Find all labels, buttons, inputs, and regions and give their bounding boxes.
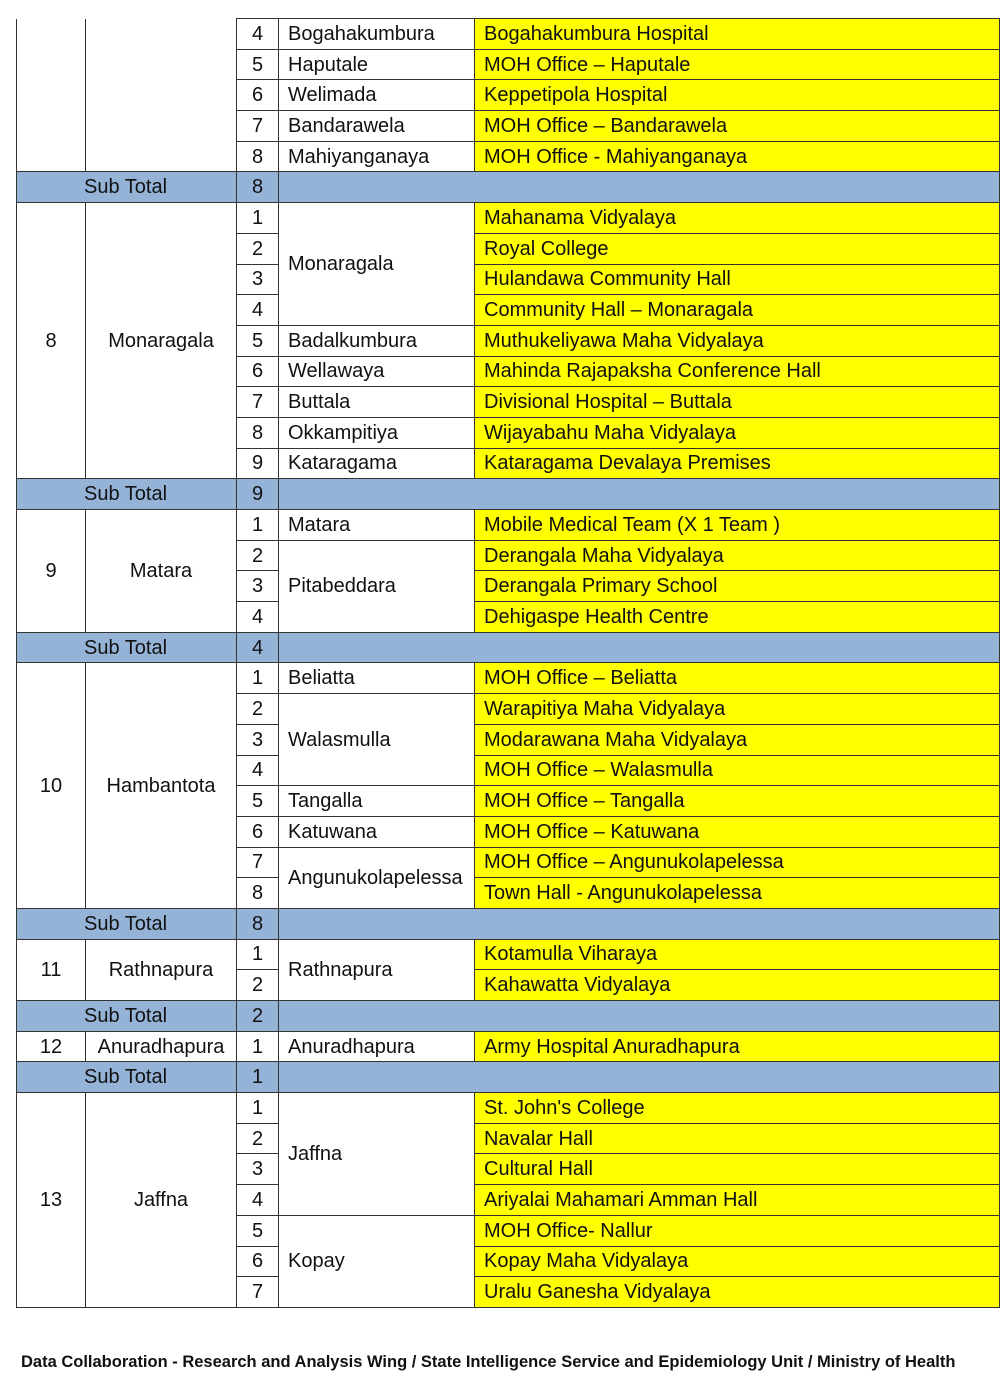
vaccination-location: Navalar Hall [475, 1123, 1000, 1154]
footer-credit: Data Collaboration - Research and Analysis Wing / State Intelligence Service and Epidemiology Unit / Ministry of Health [21, 1353, 956, 1371]
subtotal-row [17, 1062, 1000, 1093]
moh-area: Walasmulla [279, 694, 475, 786]
moh-area: Pitabeddara [279, 540, 475, 632]
vaccination-location: Kataragama Devalaya Premises [475, 448, 1000, 479]
moh-area: Bandarawela [279, 111, 475, 142]
vaccination-location: Ariyalai Mahamari Amman Hall [475, 1185, 1000, 1216]
table-row [17, 19, 1000, 50]
subtotal-value: 4 [237, 632, 279, 663]
vaccination-location: Bogahakumbura Hospital [475, 19, 1000, 50]
row-number: 4 [237, 755, 279, 786]
moh-area: Mahiyanganaya [279, 141, 475, 172]
moh-area: Angunukolapelessa [279, 847, 475, 908]
vaccination-location: Derangala Primary School [475, 571, 1000, 602]
vaccination-location: Divisional Hospital – Buttala [475, 387, 1000, 418]
vaccination-location: Hulandawa Community Hall [475, 264, 1000, 295]
district-number: 8 [17, 203, 86, 479]
subtotal-blank [279, 908, 1000, 939]
row-number: 3 [237, 724, 279, 755]
vaccination-location: Kotamulla Viharaya [475, 939, 1000, 970]
row-number: 4 [237, 295, 279, 326]
moh-area: Beliatta [279, 663, 475, 694]
moh-area: Jaffna [279, 1093, 475, 1216]
subtotal-label: Sub Total [17, 479, 237, 510]
vaccination-location: MOH Office – Angunukolapelessa [475, 847, 1000, 878]
subtotal-value: 8 [237, 172, 279, 203]
row-number: 8 [237, 141, 279, 172]
subtotal-value: 1 [237, 1062, 279, 1093]
district-number: 13 [17, 1093, 86, 1308]
moh-area: Wellawaya [279, 356, 475, 387]
row-number: 5 [237, 49, 279, 80]
vaccination-location: MOH Office - Mahiyanganaya [475, 141, 1000, 172]
row-number: 7 [237, 1277, 279, 1308]
vaccination-location: Dehigaspe Health Centre [475, 602, 1000, 633]
vaccination-location: Muthukeliyawa Maha Vidyalaya [475, 325, 1000, 356]
vaccination-location: Town Hall - Angunukolapelessa [475, 878, 1000, 909]
vaccination-location: MOH Office – Bandarawela [475, 111, 1000, 142]
row-number: 6 [237, 816, 279, 847]
vaccination-location: MOH Office- Nallur [475, 1215, 1000, 1246]
row-number: 7 [237, 847, 279, 878]
subtotal-blank [279, 172, 1000, 203]
row-number: 2 [237, 970, 279, 1001]
row-number: 6 [237, 356, 279, 387]
row-number: 1 [237, 663, 279, 694]
vaccination-location: Cultural Hall [475, 1154, 1000, 1185]
vaccination-location: MOH Office – Katuwana [475, 816, 1000, 847]
district-name: Jaffna [86, 1093, 237, 1308]
vaccination-location: Mobile Medical Team (X 1 Team ) [475, 510, 1000, 541]
moh-area: Buttala [279, 387, 475, 418]
row-number: 3 [237, 264, 279, 295]
row-number: 8 [237, 417, 279, 448]
table-row [17, 1031, 1000, 1062]
vaccination-location: Army Hospital Anuradhapura [475, 1031, 1000, 1062]
row-number: 3 [237, 571, 279, 602]
table-row [17, 203, 1000, 234]
vaccination-location: MOH Office – Haputale [475, 49, 1000, 80]
district-name: Anuradhapura [86, 1031, 237, 1062]
moh-area: Welimada [279, 80, 475, 111]
moh-area: Matara [279, 510, 475, 541]
row-number: 6 [237, 1246, 279, 1277]
district-name: Monaragala [86, 203, 237, 479]
row-number: 7 [237, 111, 279, 142]
moh-area: Bogahakumbura [279, 19, 475, 50]
vaccination-location: MOH Office – Tangalla [475, 786, 1000, 817]
subtotal-label: Sub Total [17, 172, 237, 203]
vaccination-location: Community Hall – Monaragala [475, 295, 1000, 326]
table-body [17, 19, 1000, 1308]
district-name: Hambantota [86, 663, 237, 909]
moh-area: Tangalla [279, 786, 475, 817]
subtotal-blank [279, 1062, 1000, 1093]
subtotal-row [17, 632, 1000, 663]
row-number: 3 [237, 1154, 279, 1185]
subtotal-blank [279, 632, 1000, 663]
row-number: 6 [237, 80, 279, 111]
vaccination-location: Warapitiya Maha Vidyalaya [475, 694, 1000, 725]
district-number [17, 19, 86, 172]
row-number: 9 [237, 448, 279, 479]
subtotal-row [17, 908, 1000, 939]
moh-area: Badalkumbura [279, 325, 475, 356]
row-number: 1 [237, 1031, 279, 1062]
vaccination-location: Mahanama Vidyalaya [475, 203, 1000, 234]
district-name: Rathnapura [86, 939, 237, 1000]
district-number: 10 [17, 663, 86, 909]
district-number: 11 [17, 939, 86, 1000]
row-number: 2 [237, 1123, 279, 1154]
district-number: 12 [17, 1031, 86, 1062]
subtotal-label: Sub Total [17, 1001, 237, 1032]
table-row [17, 663, 1000, 694]
vaccination-location: Derangala Maha Vidyalaya [475, 540, 1000, 571]
subtotal-row [17, 479, 1000, 510]
row-number: 4 [237, 1185, 279, 1216]
subtotal-value: 9 [237, 479, 279, 510]
vaccination-location: Uralu Ganesha Vidyalaya [475, 1277, 1000, 1308]
moh-area: Rathnapura [279, 939, 475, 1000]
vaccination-location: MOH Office – Walasmulla [475, 755, 1000, 786]
row-number: 8 [237, 878, 279, 909]
vaccination-location: Wijayabahu Maha Vidyalaya [475, 417, 1000, 448]
vaccination-location: St. John's College [475, 1093, 1000, 1124]
subtotal-value: 2 [237, 1001, 279, 1032]
row-number: 1 [237, 939, 279, 970]
moh-area: Kataragama [279, 448, 475, 479]
row-number: 1 [237, 510, 279, 541]
subtotal-blank [279, 479, 1000, 510]
district-name [86, 19, 237, 172]
row-number: 1 [237, 203, 279, 234]
moh-area: Kopay [279, 1215, 475, 1307]
subtotal-label: Sub Total [17, 908, 237, 939]
table-row [17, 1093, 1000, 1124]
vaccination-location: Modarawana Maha Vidyalaya [475, 724, 1000, 755]
vaccination-location: Royal College [475, 233, 1000, 264]
moh-area: Monaragala [279, 203, 475, 326]
row-number: 4 [237, 602, 279, 633]
vaccination-location: Kahawatta Vidyalaya [475, 970, 1000, 1001]
subtotal-row [17, 1001, 1000, 1032]
row-number: 1 [237, 1093, 279, 1124]
subtotal-row [17, 172, 1000, 203]
row-number: 7 [237, 387, 279, 418]
moh-area: Haputale [279, 49, 475, 80]
row-number: 5 [237, 325, 279, 356]
subtotal-blank [279, 1001, 1000, 1032]
vaccination-location: MOH Office – Beliatta [475, 663, 1000, 694]
vaccination-location: Keppetipola Hospital [475, 80, 1000, 111]
row-number: 2 [237, 694, 279, 725]
row-number: 5 [237, 786, 279, 817]
subtotal-value: 8 [237, 908, 279, 939]
row-number: 4 [237, 19, 279, 50]
vaccination-location: Kopay Maha Vidyalaya [475, 1246, 1000, 1277]
table-row [17, 510, 1000, 541]
subtotal-label: Sub Total [17, 632, 237, 663]
row-number: 2 [237, 540, 279, 571]
moh-area: Katuwana [279, 816, 475, 847]
vaccination-location: Mahinda Rajapaksha Conference Hall [475, 356, 1000, 387]
moh-area: Anuradhapura [279, 1031, 475, 1062]
row-number: 5 [237, 1215, 279, 1246]
district-name: Matara [86, 510, 237, 633]
table-row [17, 939, 1000, 970]
district-number: 9 [17, 510, 86, 633]
row-number: 2 [237, 233, 279, 264]
vaccination-centres-table [16, 18, 1000, 1308]
subtotal-label: Sub Total [17, 1062, 237, 1093]
moh-area: Okkampitiya [279, 417, 475, 448]
